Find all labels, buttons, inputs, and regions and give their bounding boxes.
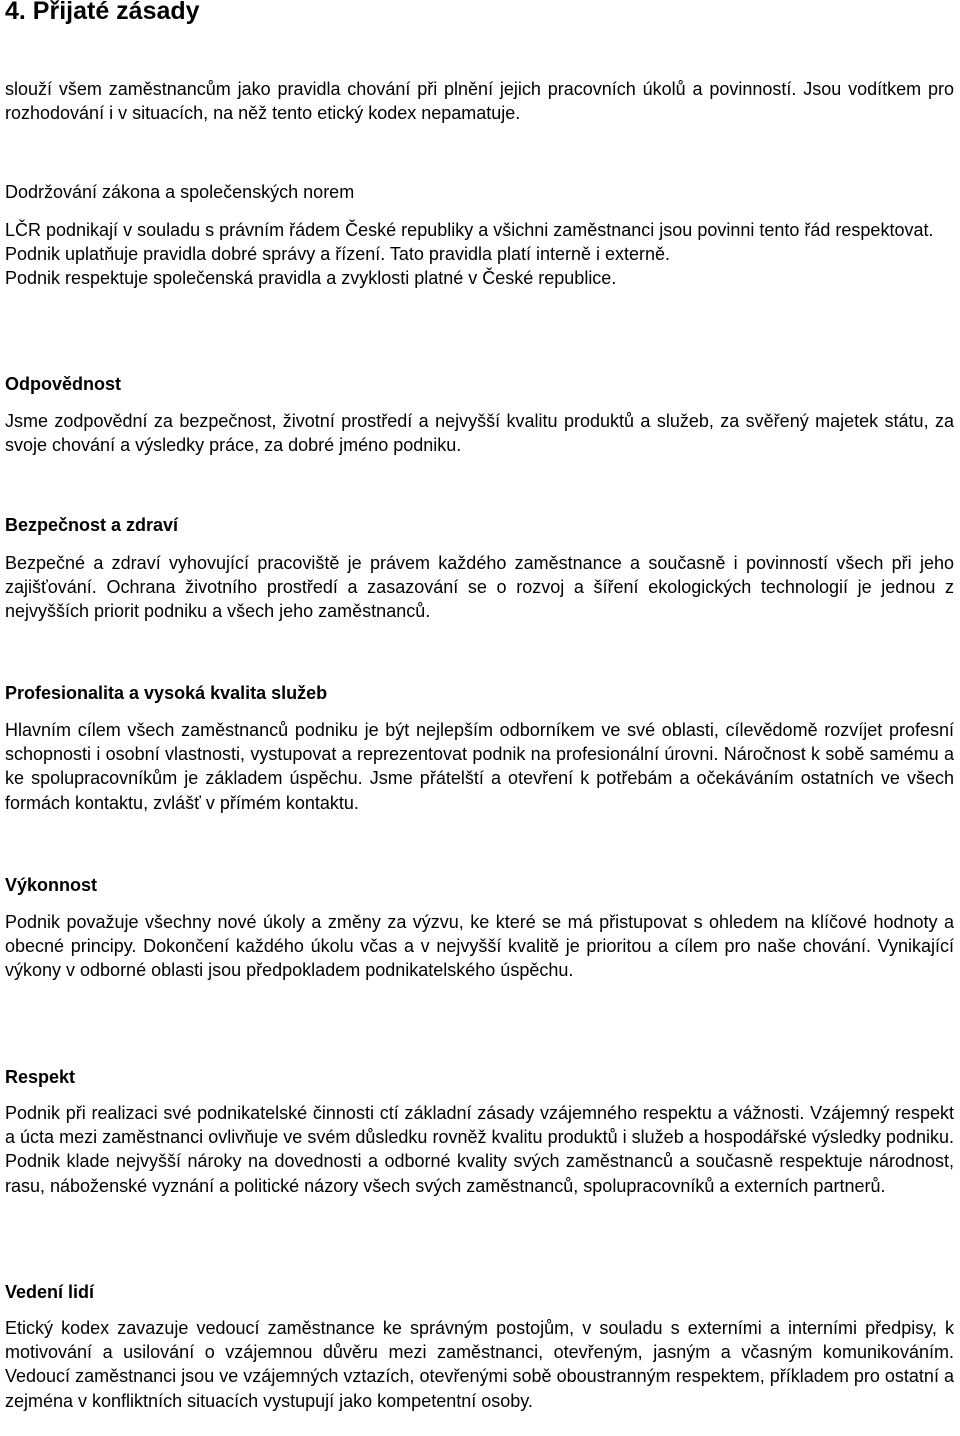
page-title: 4. Přijaté zásady [5, 0, 200, 25]
section-body-responsibility: Jsme zodpovědní za bezpečnost, životní prostředí a nejvyšší kvalitu produktů a služeb, za svěřený majetek státu, za svoje chování a výsledky práce, za dobré jméno podniku. [5, 411, 954, 456]
intro-paragraph: slouží všem zaměstnancům jako pravidla chování při plnění jejich pracovních úkolů a povinností. Jsou vodítkem pro rozhodování i v situacích, na něž tento etický kodex nepamatuje. [5, 79, 954, 124]
section-body-professionalism: Hlavním cílem všech zaměstnanců podniku je být nejlepším odborníkem ve své oblasti, cílevědomě rozvíjet profesní schopnosti i osobní vlastnosti, vystupovat a reprezentovat podnik na profesionální úrovni. Náročnost k sobě samému a ke spolupracovníkům je základem úspěchu. Jsme přátelští a otevření k potřebám a očekáváním ostatních ve všech formách kontaktu, zvlášť v přímém kontaktu. [5, 720, 954, 813]
section-body-safety: Bezpečné a zdraví vyhovující pracoviště je právem každého zaměstnance a současně i povinností všech při jeho zajišťování. Ochrana životního prostředí a zasazování se o rozvoj a šíření ekologických technologií je jednou z nejvyšších priorit podniku a všech jeho zaměstnanců. [5, 553, 954, 622]
section-body-law [5, 218, 954, 291]
law-line-2: Podnik uplatňuje pravidla dobré správy a řízení. Tato pravidla platí interně i externě. [5, 244, 671, 265]
section-heading-responsibility: Odpovědnost [5, 374, 121, 394]
section-heading-professionalism: Profesionalita a vysoká kvalita služeb [5, 683, 328, 703]
section-body-leadership: Etický kodex zavazuje vedoucí zaměstnance ke správným postojům, v souladu s externími a interními předpisy, k motivování a usilování o vzájemnou důvěru mezi zaměstnanci, otevřeným, jasným a včasným komunikováním. Vedoucí zaměstnanci jsou ve vzájemných vztazích, otevřenými sobě oboustranným respektem, příkladem pro ostatní a zejména v konfliktních situacích vystupují jako kompetentní osoby. [5, 1318, 954, 1411]
section-body-performance: Podnik považuje všechny nové úkoly a změny za výzvu, ke které se má přistupovat s ohledem na klíčové hodnoty a obecné principy. Dokončení každého úkolu včas a v nejvyšší kvalitě je prioritou a cílem pro naše chování. Vynikající výkony v odborné oblasti jsou předpokladem podnikatelského úspěchu. [5, 912, 954, 981]
section-heading-respect: Respekt [5, 1067, 76, 1087]
section-heading-leadership: Vedení lidí [5, 1282, 95, 1302]
law-line-3: Podnik respektuje společenská pravidla a zvyklosti platné v České republice. [5, 268, 617, 289]
section-heading-law: Dodržování zákona a společenských norem [5, 182, 355, 202]
section-heading-performance: Výkonnost [5, 875, 98, 895]
section-body-respect: Podnik při realizaci své podnikatelské činnosti ctí základní zásady vzájemného respektu a vážnosti. Vzájemný respekt a úcta mezi zaměstnanci ovlivňuje ve svém důsledku rovněž kvalitu produktů i služeb a hospodářské výsledky podniku. Podnik klade nejvyšší nároky na dovednosti a odborné kvality svých zaměstnanců a současně respektuje národnost, rasu, náboženské vyznání a politické názory všech svých zaměstnanců, spolupracovníků a externích partnerů. [5, 1103, 954, 1196]
section-heading-safety: Bezpečnost a zdraví [5, 515, 179, 535]
law-line-1: LČR podnikají v souladu s právním řádem České republiky a všichni zaměstnanci jsou povinni tento řád respektovat. [5, 220, 934, 240]
